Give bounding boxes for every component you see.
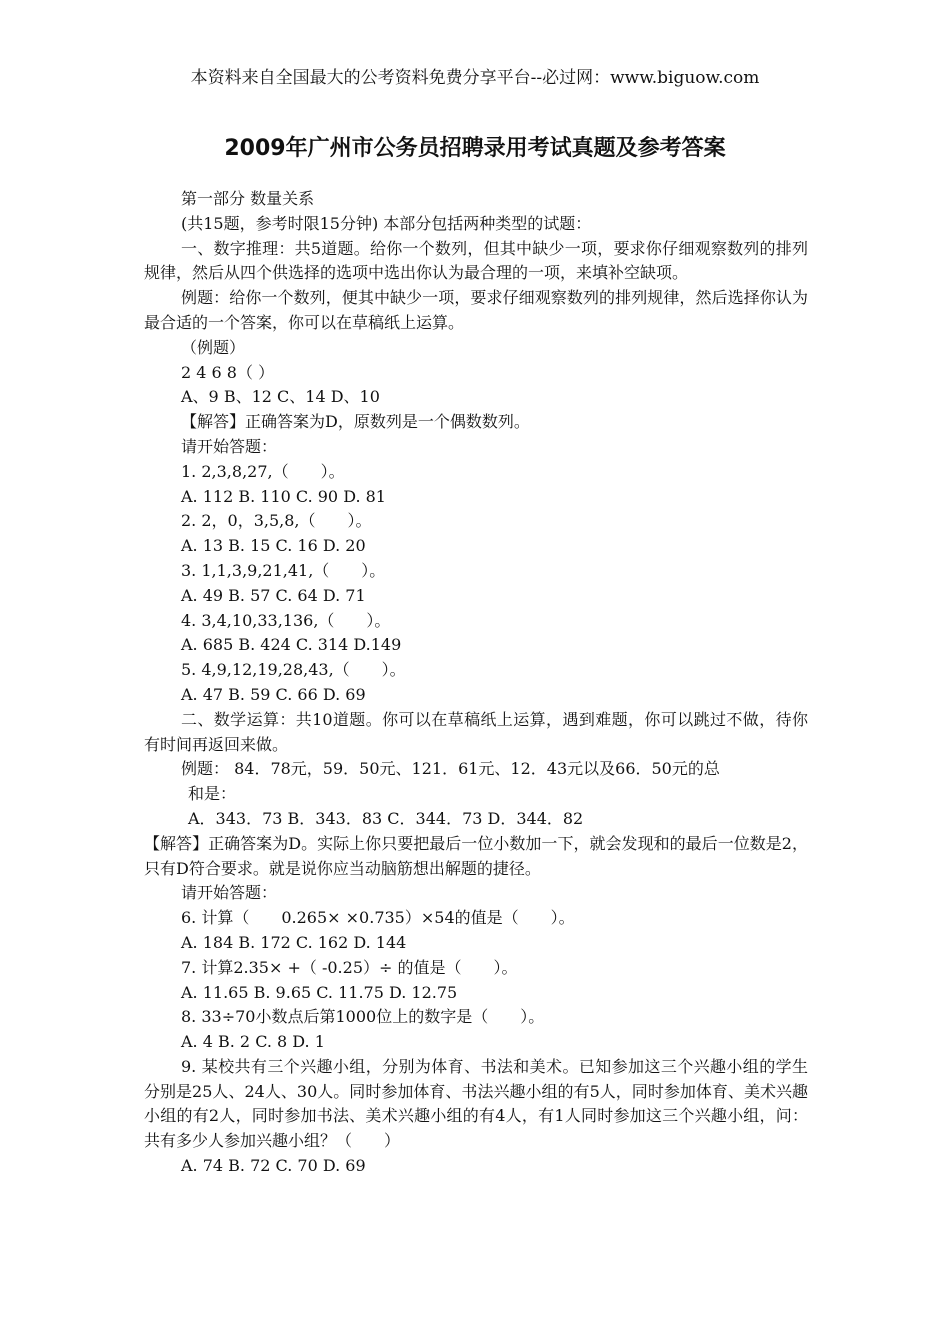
section-heading: 第一部分 数量关系	[181, 189, 315, 208]
question-2-options: A. 13 B. 15 C. 16 D. 20	[181, 536, 366, 556]
question-6-options: A. 184 B. 172 C. 162 D. 144	[181, 932, 407, 952]
example2-line2: 和是：	[188, 784, 237, 804]
part2-description: 二、数学运算：共10道题。你可以在草稿纸上运算，遇到难题，你可以跳过不做，待你有时间再返回来做。	[144, 709, 808, 754]
question-9: 9. 某校共有三个兴趣小组，分别为体育、书法和美术。已知参加这三个兴趣小组的学生分别是25人、24人、30人。同时参加体育、书法兴趣小组的有5人，同时参加体育、美术兴趣小组的有2人，同时参加书法、美术兴趣小组的有4人，有1人同时参加这三个兴趣小组，问：共有多少人参加兴趣小组？（ ）	[144, 1056, 808, 1151]
question-6: 6. 计算（ 0.265× ×0.735）×54的值是（ ）。	[181, 908, 575, 928]
question-3-options: A. 49 B. 57 C. 64 D. 71	[181, 585, 366, 605]
question-9-options: A. 74 B. 72 C. 70 D. 69	[181, 1156, 366, 1176]
question-1: 1. 2,3,8,27,（ ）。	[181, 461, 345, 481]
start-prompt: 请开始答题：	[181, 436, 278, 456]
question-4: 4. 3,4,10,33,136,（ ）。	[181, 610, 391, 630]
question-5: 5. 4,9,12,19,28,43,（ ）。	[181, 660, 406, 680]
example-description: 例题：给你一个数列，便其中缺少一项，要求仔细观察数列的排列规律，然后选择你认为最合适的一个答案，你可以在草稿纸上运算。	[144, 288, 808, 332]
example2-options: A．343．73 B．343．83 C．344．73 D．344．82	[188, 808, 584, 828]
source-header: 本资料来自全国最大的公考资料免费分享平台--必过网：www.biguow.com	[190, 68, 760, 88]
question-7: 7. 计算2.35× +（ -0.25）÷ 的值是（ ）。	[181, 957, 518, 977]
example-label: （例题）	[181, 337, 246, 357]
example-options: A、9 B、12 C、14 D、10	[181, 387, 380, 407]
question-2: 2. 2，0，3,5,8,（ ）。	[181, 511, 372, 531]
question-7-options: A. 11.65 B. 9.65 C. 11.75 D. 12.75	[181, 982, 458, 1002]
example2-line1: 例题： 84．78元，59．50元、121．61元、12．43元以及66．50元的总	[181, 759, 720, 779]
question-3: 3. 1,1,3,9,21,41,（ ）。	[181, 560, 386, 580]
section-intro: (共15题，参考时限15分钟) 本部分包括两种类型的试题：	[181, 213, 592, 233]
part1-description: 一、数字推理：共5道题。给你一个数列，但其中缺少一项，要求你仔细观察数列的排列规律，然后从四个供选择的选项中选出你认为最合理的一项，来填补空缺项。	[144, 238, 808, 283]
question-5-options: A. 47 B. 59 C. 66 D. 69	[181, 684, 366, 704]
document-body	[144, 187, 808, 1179]
question-4-options: A. 685 B. 424 C. 314 D.149	[181, 635, 402, 655]
example-answer: 【解答】正确答案为D，原数列是一个偶数数列。	[181, 412, 530, 432]
example-sequence: 2 4 6 8（ ）	[181, 362, 275, 382]
page-title: 2009年广州市公务员招聘录用考试真题及参考答案	[224, 136, 726, 161]
question-8-options: A. 4 B. 2 C. 8 D. 1	[181, 1032, 325, 1052]
example2-answer: 【解答】正确答案为D。实际上你只要把最后一位小数加一下，就会发现和的最后一位数是2，只有D符合要求。就是说你应当动脑筋想出解题的捷径。	[144, 833, 808, 878]
question-8: 8. 33÷70小数点后第1000位上的数字是（ ）。	[181, 1007, 545, 1027]
question-1-options: A. 112 B. 110 C. 90 D. 81	[181, 486, 386, 506]
start-prompt-2: 请开始答题：	[181, 883, 278, 903]
